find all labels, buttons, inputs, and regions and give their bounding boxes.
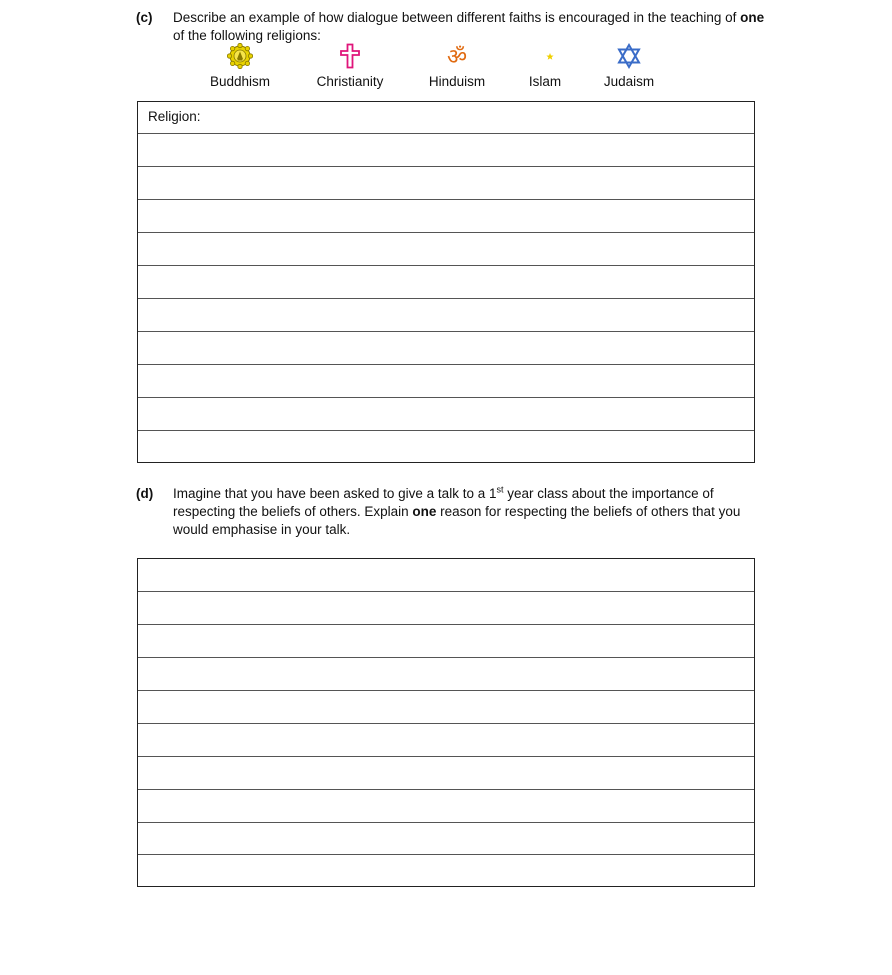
answer-line: [138, 133, 754, 134]
answer-line: [138, 591, 754, 592]
cross-icon: [339, 43, 361, 69]
question-d-text-part3: reason for respecting the beliefs of others that you would emphasise in your talk.: [173, 504, 741, 537]
dharma-wheel-icon: [227, 43, 253, 69]
answer-line: [138, 690, 754, 691]
answer-line: [138, 166, 754, 167]
answer-line: [138, 756, 754, 757]
answer-line: [138, 364, 754, 365]
question-c-text-part2: of the following religions:: [173, 28, 321, 43]
question-d: [136, 485, 776, 539]
religion-hinduism: [407, 40, 507, 89]
answer-line: [138, 624, 754, 625]
om-icon: [443, 43, 471, 69]
religion-buddhism: [190, 40, 290, 89]
question-c-label: (c): [136, 10, 153, 25]
religion-symbols-row: [0, 40, 892, 98]
star-of-david-icon: [616, 43, 642, 69]
answer-box-c[interactable]: [137, 101, 755, 463]
question-d-text: [173, 485, 743, 539]
religion-christianity: [300, 40, 400, 89]
answer-line: [138, 331, 754, 332]
answer-line: [138, 789, 754, 790]
religion-name: Buddhism: [209, 74, 271, 89]
religion-judaism: [579, 40, 679, 89]
question-d-emphasis: one: [412, 504, 437, 519]
answer-line: [138, 854, 754, 855]
answer-line: [138, 232, 754, 233]
answer-line: [138, 298, 754, 299]
answer-line: [138, 265, 754, 266]
answer-line: [138, 723, 754, 724]
question-d-text-part2: year class about the importance of respecting the beliefs of others. Explain: [173, 486, 714, 519]
question-c-text-part1: Describe an example of how dialogue between different faiths is encouraged in the teaching of: [173, 10, 741, 25]
answer-box-d[interactable]: [137, 558, 755, 887]
question-c-emphasis: one: [740, 10, 765, 25]
answer-line: [138, 822, 754, 823]
ordinal-suffix: st: [496, 484, 504, 495]
question-d-text-part1: Imagine that you have been asked to give a talk to a 1: [173, 486, 497, 501]
crescent-star-icon: [531, 43, 559, 69]
answer-line: [138, 430, 754, 431]
answer-line: [138, 397, 754, 398]
answer-line: [138, 657, 754, 658]
religion-field-label: Religion:: [148, 109, 201, 124]
religion-name: Hinduism: [428, 74, 486, 89]
religion-name: Judaism: [603, 74, 655, 89]
religion-name: Islam: [528, 74, 562, 89]
answer-line: [138, 199, 754, 200]
religion-name: Christianity: [316, 74, 384, 89]
svg-text:ॐ: ॐ: [446, 45, 468, 69]
question-d-label: (d): [136, 486, 154, 501]
